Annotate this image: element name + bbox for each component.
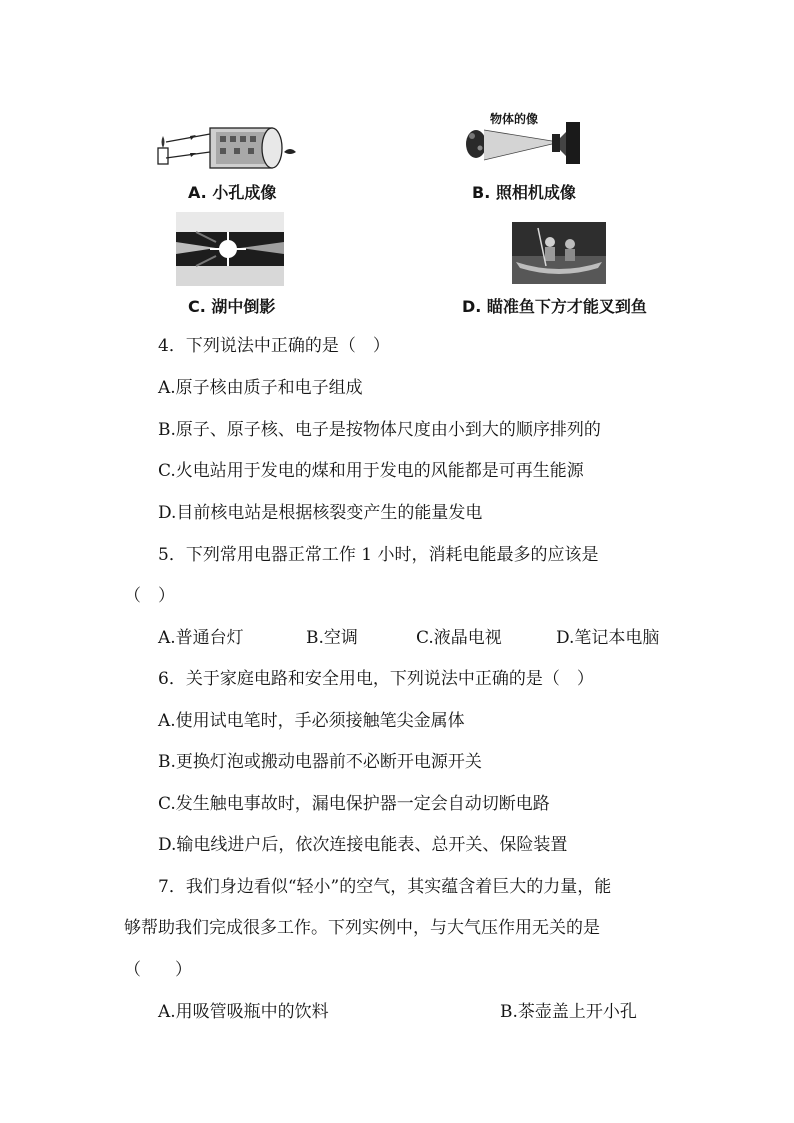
option-a: A.用吸管吸瓶中的饮料 — [158, 1002, 329, 1022]
spear-fishing-photo — [512, 222, 606, 284]
caption-c: C. 湖中倒影 — [188, 297, 276, 316]
question-stem: 5．下列常用电器正常工作 1 小时，消耗电能最多的应该是 — [158, 545, 599, 565]
option-a: A.普通台灯 — [158, 628, 244, 648]
image-label: 物体的像 — [490, 112, 539, 126]
question-stem-cont: （ ） — [124, 586, 175, 606]
question-stem-cont: 够帮助我们完成很多工作。下列实例中，与大气压作用无关的是 — [124, 918, 600, 938]
caption-d: D. 瞄准鱼下方才能叉到鱼 — [462, 297, 647, 316]
option-a: A.原子核由质子和电子组成 — [158, 378, 363, 398]
caption-a: A. 小孔成像 — [188, 183, 277, 202]
question-stem: 4．下列说法中正确的是（ ） — [158, 336, 390, 356]
question-stem-cont: （ ） — [124, 960, 192, 980]
option-b: B.茶壶盖上开小孔 — [500, 1002, 637, 1022]
option-d: D.输电线进户后，依次连接电能表、总开关、保险装置 — [158, 835, 568, 855]
option-b: B.原子、原子核、电子是按物体尺度由小到大的顺序排列的 — [158, 420, 601, 440]
question-stem: 7．我们身边看似“轻小”的空气，其实蕴含着巨大的力量，能 — [158, 877, 612, 897]
option-c: C.发生触电事故时，漏电保护器一定会自动切断电路 — [158, 794, 550, 814]
option-a: A.使用试电笔时，手必须接触笔尖金属体 — [158, 711, 465, 731]
option-c: C.液晶电视 — [416, 628, 502, 648]
lake-reflection-photo — [176, 212, 284, 286]
option-b: B.更换灯泡或搬动电器前不必断开电源开关 — [158, 752, 482, 772]
question-stem: 6．关于家庭电路和安全用电，下列说法中正确的是（ ） — [158, 669, 594, 689]
option-d: D.目前核电站是根据核裂变产生的能量发电 — [158, 503, 483, 523]
option-d: D.笔记本电脑 — [556, 628, 660, 648]
option-b: B.空调 — [306, 628, 358, 648]
pinhole-camera-illustration — [150, 122, 310, 178]
option-c: C.火电站用于发电的煤和用于发电的风能都是可再生能源 — [158, 461, 584, 481]
caption-b: B. 照相机成像 — [472, 183, 576, 202]
